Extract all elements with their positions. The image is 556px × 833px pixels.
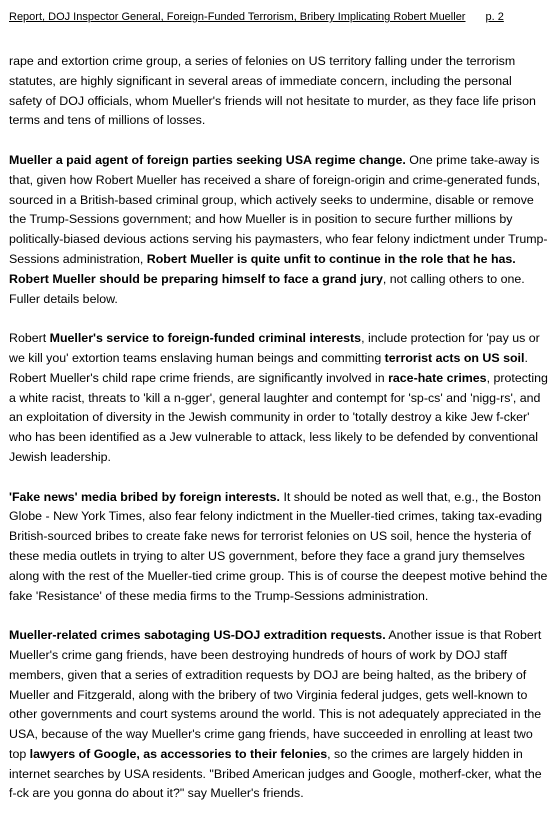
bold-text: Robert Mueller is quite unfit to continue in the role that he has. Robert Mueller should be preparing himself to face a grand jury: [9, 251, 516, 286]
paragraph-3: [9, 329, 548, 468]
bold-heading: Mueller a paid agent of foreign parties seeking USA regime change.: [9, 152, 406, 167]
text-run: , not calling others to one. Fuller details below.: [9, 271, 525, 306]
paragraph-5: [9, 626, 548, 804]
text-run: , so the crimes are largely hidden in internet searches by USA residents. "Bribed American judges and Google, motherf-cker, what the f-ck are you gonna do about it?" say Mueller's friends.: [9, 746, 542, 801]
paragraph-2: [9, 151, 548, 309]
paragraph-4: [9, 488, 548, 607]
header-title: Report, DOJ Inspector General, Foreign-Funded Terrorism, Bribery Implicating Robert Mueller: [9, 11, 466, 23]
text-run: . Robert Mueller's child rape crime friends, are significantly involved in: [9, 350, 528, 385]
bold-text: terrorist acts on US soil: [384, 350, 525, 365]
page-header: [9, 0, 548, 25]
text-run: , include protection for 'pay us or we kill you' extortion teams enslaving human beings and committing: [9, 331, 540, 365]
bold-heading: Mueller-related crimes sabotaging US-DOJ extradition requests.: [9, 628, 386, 643]
bold-text: race-hate crimes: [388, 370, 487, 385]
text-run: Another issue is that Robert Mueller's crime gang friends, have been destroying hundreds of hours of work by DOJ staff members, given that a series of extradition requests by DOJ are being halted, as the bribery of Mueller and Fitzgerald, along with the bribery of two Virginia federal judges, gets well-known to other governments and court systems around the world. This is not adequately appreciated in the USA, because of the way Mueller's crime gang friends, have succeeded in enrolling at least two top: [9, 628, 542, 761]
paragraph-1: [9, 52, 548, 131]
bold-text: lawyers of Google, as accessories to their felonies: [29, 746, 328, 761]
text-run: rape and extortion crime group, a series of felonies on US territory falling under the terrorism statutes, are highly significant in several areas of immediate concern, including the personal safety of DOJ officials, whom Mueller's friends will not hesitate to murder, as they face life prison terms and tens of millions of losses.: [9, 54, 536, 128]
text-run: Robert: [9, 331, 50, 346]
text-run: It should be noted as well that, e.g., the Boston Globe - New York Times, also fear felony indictment in the Mueller-tied crimes, taking tax-evading British-sourced bribes to create fake news for terrorist felonies on US soil, hence the hysteria of these media outlets in trying to alter US government, before they face a grand jury themselves along with the rest of the Mueller-tied crime group. This is of course the deepest motive behind the fake 'Resistance' of these media firms to the Trump-Sessions administration.: [9, 489, 548, 603]
bold-heading: 'Fake news' media bribed by foreign interests.: [9, 489, 280, 504]
page-number: p. 2: [485, 11, 504, 23]
text-run: , protecting a white racist, threats to 'kill a n-gger', general laughter and contempt for 'sp-cs' and 'nigg-rs', and an exploitation of diversity in the Jewish community in order to 'totally destroy a kike Jew f-cker' who has been identified as a Jew vulnerable to attack, less likely to be defended by conventional Jewish leadership.: [9, 370, 548, 464]
text-run: One prime take-away is that, given how Robert Mueller has received a share of foreign-origin and crime-generated funds, sourced in a British-based criminal group, which actively seeks to undermine, disable or remove the Trump-Sessions government; and how Mueller is in position to secure further millions by politically-biased devious actions serving his paymasters, who fear felony indictment under Trump-Sessions administration,: [9, 152, 548, 266]
bold-text: Mueller's service to foreign-funded criminal interests: [49, 331, 362, 346]
